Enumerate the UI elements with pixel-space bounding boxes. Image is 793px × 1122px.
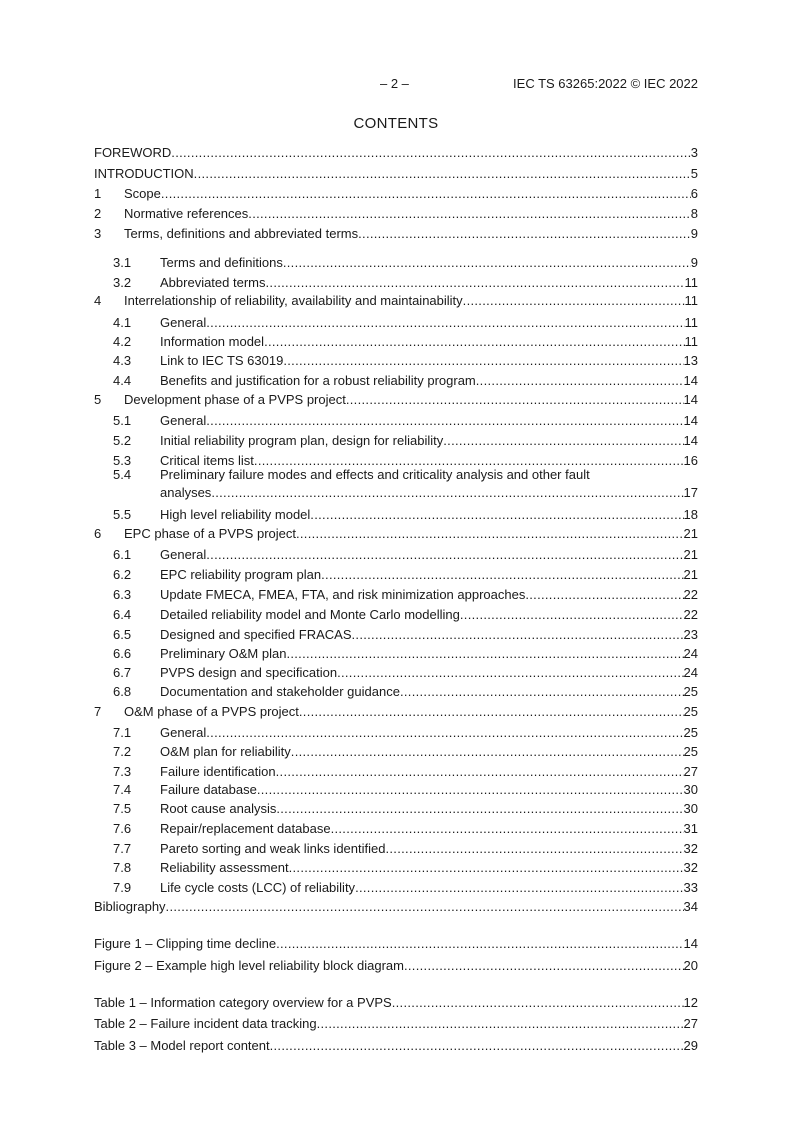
toc-entry-page: 20 — [683, 958, 698, 973]
toc-entry-number: 4.1 — [113, 315, 132, 330]
toc-entry-title: Designed and specified FRACAS — [160, 627, 352, 642]
toc-entry-title: General — [160, 413, 207, 428]
toc-entry[interactable] — [94, 165, 698, 183]
toc-entry[interactable] — [94, 412, 698, 430]
toc-entry-page: 32 — [683, 860, 698, 875]
dot-leader — [337, 664, 683, 682]
toc-entry-title: Benefits and justification for a robust reliability program — [160, 373, 476, 388]
toc-entry-page: 24 — [683, 665, 698, 680]
toc-entry[interactable] — [94, 626, 698, 644]
toc-entry-title: PVPS design and specification — [160, 665, 338, 680]
toc-entry-page: 11 — [684, 334, 698, 349]
toc-entry-title: Pareto sorting and weak links identified — [160, 841, 386, 856]
toc-entry-page: 24 — [683, 646, 698, 661]
toc-entry-number: 6.2 — [113, 567, 132, 582]
document-id: IEC TS 63265:2022 © IEC 2022 — [513, 76, 698, 91]
toc-entry-page: 34 — [683, 899, 698, 914]
toc-entry-title-continuation: analyses — [160, 485, 212, 500]
dot-leader — [355, 879, 683, 897]
dot-leader — [317, 1015, 684, 1033]
dot-leader — [161, 185, 691, 203]
toc-entry-title: EPC phase of a PVPS project — [124, 526, 296, 541]
toc-entry[interactable] — [94, 225, 698, 243]
toc-entry-page: 29 — [683, 1038, 698, 1053]
toc-entry-page: 21 — [683, 567, 698, 582]
toc-entry[interactable] — [94, 525, 698, 543]
toc-entry-page: 6 — [690, 186, 698, 201]
toc-entry-page: 33 — [683, 880, 698, 895]
dot-leader — [283, 254, 691, 272]
dot-leader — [264, 333, 684, 351]
dot-leader — [443, 432, 683, 450]
toc-entry-continuation[interactable] — [160, 484, 698, 502]
dot-leader — [257, 781, 684, 799]
toc-entry-page: 30 — [683, 782, 698, 797]
toc-entry[interactable] — [94, 820, 698, 838]
toc-entry-number: 7.4 — [113, 782, 132, 797]
toc-entry-number: 5.4 — [113, 467, 132, 482]
dot-leader — [276, 800, 683, 818]
toc-entry-title: Terms, definitions and abbreviated terms — [124, 226, 359, 241]
toc-entry[interactable] — [94, 763, 698, 781]
dot-leader — [206, 546, 683, 564]
dot-leader — [463, 292, 685, 310]
toc-entry-title: Documentation and stakeholder guidance — [160, 684, 400, 699]
toc-entry-number: 5.3 — [113, 453, 132, 468]
toc-entry[interactable] — [94, 292, 698, 310]
toc-entry-title: Figure 2 – Example high level reliability block diagram — [94, 958, 404, 973]
toc-entry[interactable] — [94, 683, 698, 701]
toc-entry-page: 22 — [683, 587, 698, 602]
toc-entry-title: Detailed reliability model and Monte Carlo modelling — [160, 607, 460, 622]
dot-leader — [270, 1037, 684, 1055]
toc-entry-page: 32 — [683, 841, 698, 856]
toc-entry[interactable] — [94, 645, 698, 663]
dot-leader — [289, 859, 684, 877]
dot-leader — [352, 626, 684, 644]
toc-entry[interactable] — [94, 391, 698, 409]
dot-leader — [171, 144, 690, 162]
dot-leader — [400, 683, 684, 701]
toc-entry-title: Terms and definitions — [160, 255, 283, 270]
toc-entry[interactable] — [94, 185, 698, 203]
toc-entry-title: General — [160, 547, 207, 562]
toc-entry-page: 25 — [683, 704, 698, 719]
toc-entry-page: 25 — [683, 725, 698, 740]
dot-leader — [299, 703, 684, 721]
toc-entry-title: O&M plan for reliability — [160, 744, 291, 759]
figure-list-entry[interactable] — [94, 957, 698, 975]
toc-entry[interactable] — [94, 352, 698, 370]
dot-leader — [331, 820, 684, 838]
toc-entry-page: 22 — [683, 607, 698, 622]
toc-entry[interactable] — [94, 586, 698, 604]
toc-entry[interactable] — [94, 781, 698, 799]
dot-leader — [206, 314, 684, 332]
toc-entry-page: 31 — [683, 821, 698, 836]
dot-leader — [266, 274, 685, 292]
toc-entry-number: 7.3 — [113, 764, 132, 779]
toc-entry-number: 6.3 — [113, 587, 132, 602]
toc-entry-number: 4.3 — [113, 353, 132, 368]
dot-leader — [476, 372, 684, 390]
toc-entry-number: 3 — [94, 226, 102, 241]
toc-entry-title: Figure 1 – Clipping time decline — [94, 936, 277, 951]
toc-entry-number: 6.8 — [113, 684, 132, 699]
toc-entry-number: 7.6 — [113, 821, 132, 836]
toc-entry-number: 1 — [94, 186, 102, 201]
toc-entry[interactable] — [94, 879, 698, 897]
toc-entry-title: Life cycle costs (LCC) of reliability — [160, 880, 356, 895]
toc-entry-number: 6.5 — [113, 627, 132, 642]
toc-entry-title: High level reliability model — [160, 507, 311, 522]
dot-leader — [206, 412, 683, 430]
toc-entry-page: 14 — [683, 373, 698, 388]
dot-leader — [194, 165, 691, 183]
toc-entry-title: Abbreviated terms — [160, 275, 266, 290]
toc-entry-number: 3.1 — [113, 255, 132, 270]
toc-entry-title: O&M phase of a PVPS project — [124, 704, 299, 719]
dot-leader — [211, 484, 683, 502]
toc-entry-number: 6.4 — [113, 607, 132, 622]
toc-entry-number: 6.6 — [113, 646, 132, 661]
table-list-entry[interactable] — [94, 1015, 698, 1033]
dot-leader — [283, 352, 683, 370]
toc-entry-page: 27 — [683, 764, 698, 779]
dot-leader — [310, 506, 683, 524]
toc-entry-number: 6 — [94, 526, 102, 541]
toc-entry-title: Root cause analysis — [160, 801, 277, 816]
toc-entry-page: 14 — [683, 433, 698, 448]
page-number: – 2 – — [380, 76, 409, 91]
toc-entry-page: 11 — [684, 275, 698, 290]
toc-entry-page: 27 — [683, 1016, 698, 1031]
toc-entry-title: Initial reliability program plan, design for reliability — [160, 433, 444, 448]
toc-entry[interactable] — [94, 314, 698, 332]
toc-entry[interactable] — [94, 144, 698, 162]
toc-entry[interactable] — [94, 859, 698, 877]
toc-entry-number: 6.1 — [113, 547, 132, 562]
toc-entry-page: 11 — [684, 293, 698, 308]
toc-entry-title: Bibliography — [94, 899, 166, 914]
toc-entry-number: 7.9 — [113, 880, 132, 895]
dot-leader — [166, 898, 684, 916]
toc-entry[interactable] — [94, 432, 698, 450]
toc-entry-number: 7.7 — [113, 841, 132, 856]
toc-entry-page: 12 — [683, 995, 698, 1010]
dot-leader — [206, 724, 683, 742]
contents-title: CONTENTS — [353, 115, 439, 132]
toc-entry-page: 11 — [684, 315, 698, 330]
toc-entry-page: 17 — [683, 485, 698, 500]
dot-leader — [346, 391, 684, 409]
toc-entry[interactable] — [94, 274, 698, 292]
toc-entry[interactable] — [94, 664, 698, 682]
toc-entry[interactable] — [94, 840, 698, 858]
toc-entry-title: Failure database — [160, 782, 257, 797]
toc-entry[interactable] — [94, 466, 698, 484]
toc-entry[interactable] — [94, 566, 698, 584]
toc-entry-number: 4.4 — [113, 373, 132, 388]
toc-entry-title: Failure identification — [160, 764, 276, 779]
toc-entry-title: Preliminary failure modes and effects and criticality analysis and other fault — [160, 467, 590, 482]
toc-entry-number: 5.5 — [113, 507, 132, 522]
toc-entry-title: Information model — [160, 334, 265, 349]
dot-leader — [460, 606, 684, 624]
toc-entry-page: 8 — [690, 206, 698, 221]
toc-entry-title: Development phase of a PVPS project — [124, 392, 346, 407]
dot-leader — [286, 645, 683, 663]
toc-entry-page: 14 — [683, 936, 698, 951]
toc-entry-number: 4.2 — [113, 334, 132, 349]
toc-entry-title: Table 3 – Model report content — [94, 1038, 270, 1053]
toc-entry[interactable] — [94, 254, 698, 272]
toc-entry-number: 7.8 — [113, 860, 132, 875]
toc-entry-title: Normative references — [124, 206, 249, 221]
toc-entry-page: 5 — [690, 166, 698, 181]
table-list-entry[interactable] — [94, 1037, 698, 1055]
toc-entry[interactable] — [94, 703, 698, 721]
toc-entry-title: General — [160, 725, 207, 740]
toc-entry-page: 23 — [683, 627, 698, 642]
toc-entry-title: Update FMECA, FMEA, FTA, and risk minimization approaches — [160, 587, 526, 602]
dot-leader — [291, 743, 684, 761]
toc-entry-page: 21 — [683, 526, 698, 541]
dot-leader — [276, 763, 684, 781]
toc-entry-title: Interrelationship of reliability, availability and maintainability — [124, 293, 463, 308]
toc-entry-page: 9 — [690, 255, 698, 270]
dot-leader — [525, 586, 683, 604]
toc-entry-title: Repair/replacement database — [160, 821, 331, 836]
toc-entry-page: 25 — [683, 684, 698, 699]
toc-entry-title: Table 2 – Failure incident data tracking — [94, 1016, 317, 1031]
toc-entry-page: 14 — [683, 392, 698, 407]
toc-entry[interactable] — [94, 743, 698, 761]
figure-list-entry[interactable] — [94, 935, 698, 953]
toc-entry[interactable] — [94, 800, 698, 818]
toc-entry-number: 6.7 — [113, 665, 132, 680]
dot-leader — [296, 525, 684, 543]
dot-leader — [392, 994, 684, 1012]
toc-entry-page: 14 — [683, 413, 698, 428]
toc-entry-page: 18 — [683, 507, 698, 522]
toc-entry-title: Scope — [124, 186, 161, 201]
page-header — [94, 76, 698, 94]
toc-entry-title: Reliability assessment — [160, 860, 289, 875]
toc-entry-page: 3 — [690, 145, 698, 160]
toc-entry-title: Table 1 – Information category overview for a PVPS — [94, 995, 392, 1010]
toc-entry-title: General — [160, 315, 207, 330]
toc-entry-number: 5.1 — [113, 413, 132, 428]
toc-entry-page: 13 — [683, 353, 698, 368]
toc-entry-number: 5.2 — [113, 433, 132, 448]
toc-entry[interactable] — [94, 606, 698, 624]
dot-leader — [321, 566, 683, 584]
toc-entry-page: 9 — [690, 226, 698, 241]
toc-entry-page: 16 — [683, 453, 698, 468]
toc-entry-page: 30 — [683, 801, 698, 816]
toc-entry[interactable] — [94, 898, 698, 916]
toc-entry[interactable] — [94, 506, 698, 524]
table-list-entry[interactable] — [94, 994, 698, 1012]
toc-entry-title: Preliminary O&M plan — [160, 646, 287, 661]
toc-entry-title: Link to IEC TS 63019 — [160, 353, 284, 368]
toc-entry-number: 7.5 — [113, 801, 132, 816]
toc-entry[interactable] — [94, 205, 698, 223]
toc-entry-number: 7.1 — [113, 725, 132, 740]
dot-leader — [276, 935, 683, 953]
dot-leader — [248, 205, 690, 223]
toc-entry-page: 21 — [683, 547, 698, 562]
toc-entry-page: 25 — [683, 744, 698, 759]
toc-entry-title: FOREWORD — [94, 145, 172, 160]
toc-entry-title: EPC reliability program plan — [160, 567, 322, 582]
dot-leader — [358, 225, 691, 243]
toc-entry-title: INTRODUCTION — [94, 166, 194, 181]
toc-entry-number: 3.2 — [113, 275, 132, 290]
toc-entry[interactable] — [94, 724, 698, 742]
toc-entry-number: 4 — [94, 293, 102, 308]
toc-entry[interactable] — [94, 372, 698, 390]
dot-leader — [404, 957, 684, 975]
toc-entry-number: 7.2 — [113, 744, 132, 759]
toc-entry[interactable] — [94, 546, 698, 564]
dot-leader — [385, 840, 683, 858]
toc-entry[interactable] — [94, 333, 698, 351]
toc-entry-title: Critical items list — [160, 453, 254, 468]
toc-entry-number: 2 — [94, 206, 102, 221]
toc-entry-number: 5 — [94, 392, 102, 407]
toc-entry-number: 7 — [94, 704, 102, 719]
